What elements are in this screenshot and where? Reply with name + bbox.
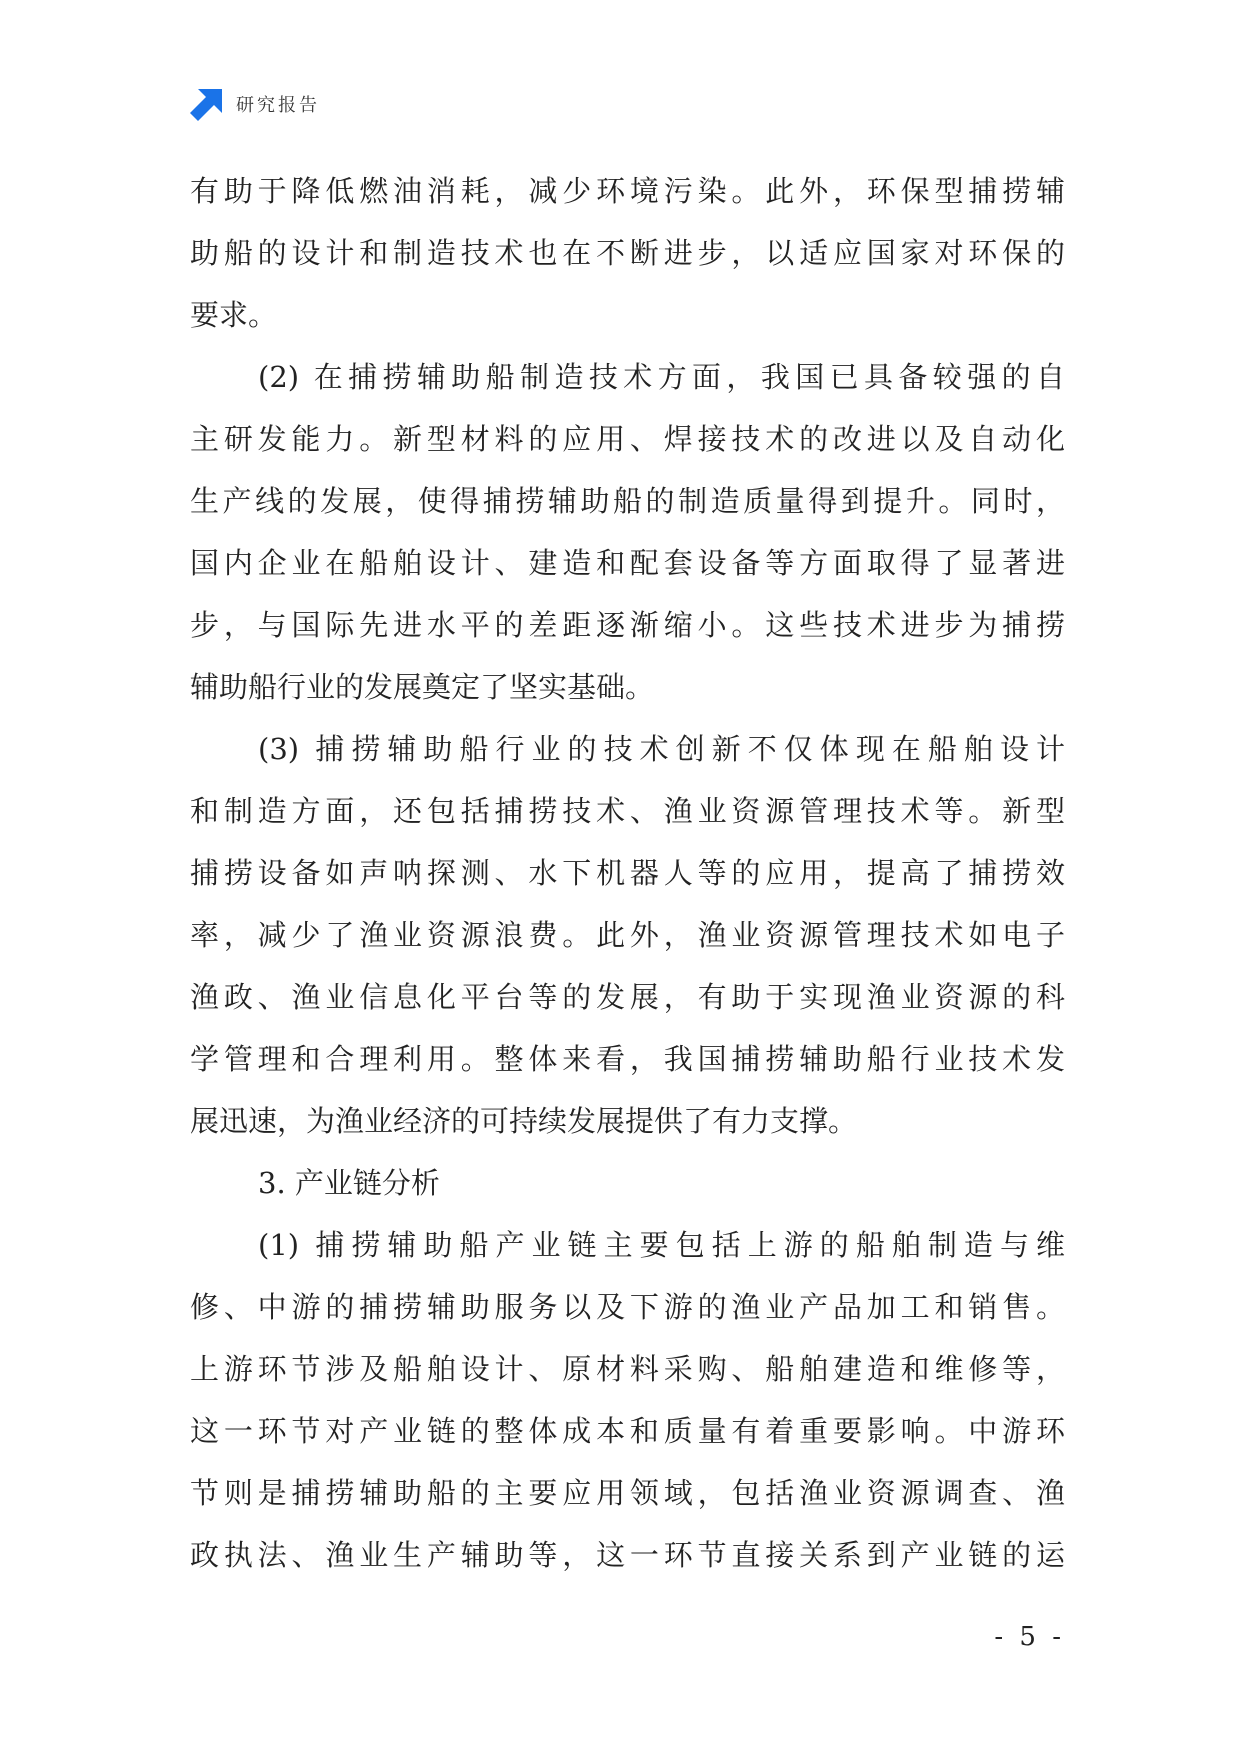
text-line: 和制造方面，还包括捕捞技术、渔业资源管理技术等。新型 — [190, 794, 1065, 828]
arrow-up-right-icon — [190, 87, 224, 121]
text-line: 上游环节涉及船舶设计、原材料采购、船舶建造和维修等， — [190, 1352, 1065, 1386]
text-line: 政执法、渔业生产辅助等，这一环节直接关系到产业链的运 — [190, 1538, 1065, 1572]
text-line: (2) 在捕捞辅助船制造技术方面，我国已具备较强的自 — [258, 360, 1065, 394]
text-line: (3) 捕捞辅助船行业的技术创新不仅体现在船舶设计 — [258, 732, 1065, 766]
text-line: 修、中游的捕捞辅助服务以及下游的渔业产品加工和销售。 — [190, 1290, 1065, 1324]
text-line: 国内企业在船舶设计、建造和配套设备等方面取得了显著进 — [190, 546, 1065, 580]
page-header — [190, 86, 320, 122]
text-line: (1) 捕捞辅助船产业链主要包括上游的船舶制造与维 — [258, 1228, 1065, 1262]
header-title: 研究报告 — [236, 95, 320, 116]
text-line: 渔政、渔业信息化平台等的发展，有助于实现渔业资源的科 — [190, 980, 1065, 1014]
text-line: 捕捞设备如声呐探测、水下机器人等的应用，提高了捕捞效 — [190, 856, 1065, 890]
text-line: 助船的设计和制造技术也在不断进步，以适应国家对环保的 — [190, 236, 1065, 270]
text-line: 学管理和合理利用。整体来看，我国捕捞辅助船行业技术发 — [190, 1042, 1065, 1076]
text-line: 率，减少了渔业资源浪费。此外，渔业资源管理技术如电子 — [190, 918, 1065, 952]
text-line: 有助于降低燃油消耗，减少环境污染。此外，环保型捕捞辅 — [190, 174, 1065, 208]
document-body — [190, 160, 1065, 1586]
text-line: 生产线的发展，使得捕捞辅助船的制造质量得到提升。同时， — [190, 484, 1065, 518]
text-line: 这一环节对产业链的整体成本和质量有着重要影响。中游环 — [190, 1414, 1065, 1448]
text-line: 主研发能力。新型材料的应用、焊接技术的改进以及自动化 — [190, 422, 1065, 456]
text-line: 步，与国际先进水平的差距逐渐缩小。这些技术进步为捕捞 — [190, 608, 1065, 642]
section-heading: 3. 产业链分析 — [258, 1166, 440, 1200]
text-line: 节则是捕捞辅助船的主要应用领域，包括渔业资源调查、渔 — [190, 1476, 1065, 1510]
page-number: - 5 - — [994, 1622, 1065, 1652]
text-line: 辅助船行业的发展奠定了坚实基础。 — [190, 670, 655, 704]
text-line: 要求。 — [190, 298, 278, 332]
text-line: 展迅速，为渔业经济的可持续发展提供了有力支撑。 — [190, 1104, 858, 1138]
